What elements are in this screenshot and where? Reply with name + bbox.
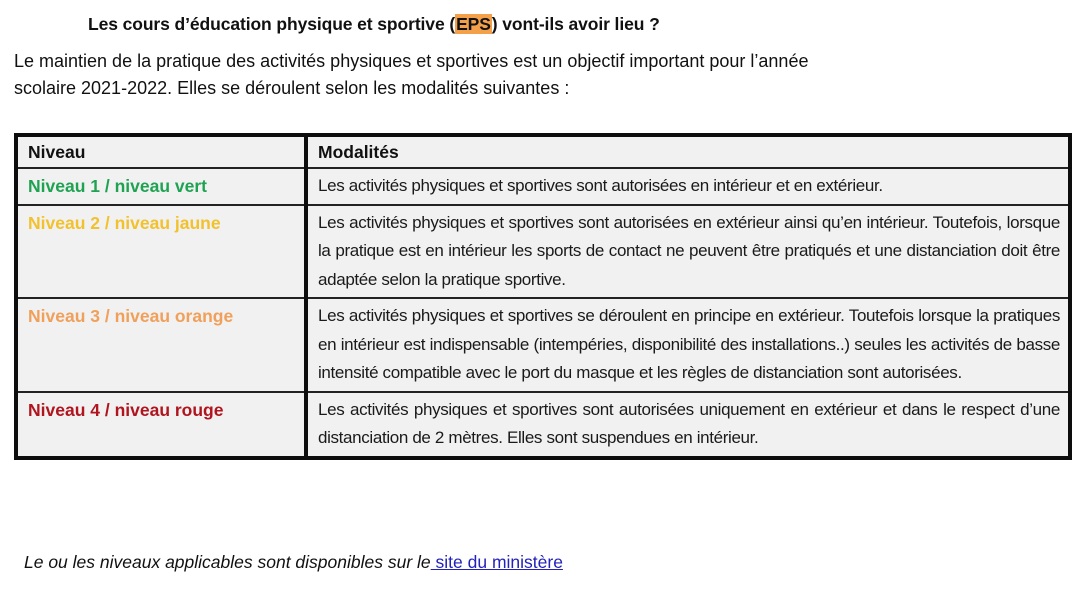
table-row	[16, 205, 1070, 299]
table-row	[16, 168, 1070, 205]
footer-text: Le ou les niveaux applicables sont disponibles sur le	[24, 552, 431, 572]
eps-highlight: EPS	[456, 14, 491, 34]
modalites-cell: Les activités physiques et sportives sont autorisées en intérieur et en extérieur.	[306, 168, 1070, 205]
levels-table	[14, 133, 1072, 460]
level-cell-jaune: Niveau 2 / niveau jaune	[16, 205, 306, 299]
header-modalites: Modalités	[306, 135, 1070, 168]
level-cell-rouge: Niveau 4 / niveau rouge	[16, 392, 306, 458]
level-cell-vert: Niveau 1 / niveau vert	[16, 168, 306, 205]
title-text-before: Les cours d’éducation physique et sportive (	[88, 14, 456, 34]
level-cell-orange: Niveau 3 / niveau orange	[16, 298, 306, 392]
table-row	[16, 298, 1070, 392]
header-niveau: Niveau	[16, 135, 306, 168]
footer-note	[24, 552, 563, 573]
intro-paragraph	[14, 48, 1064, 102]
modalites-cell: Les activités physiques et sportives sont autorisées uniquement en extérieur et dans le respect d’une distanciation de 2 mètres. Elles sont suspendues en intérieur.	[306, 392, 1070, 458]
page-title	[88, 14, 660, 35]
intro-line-1: Le maintien de la pratique des activités physiques et sportives est un objectif important pour l’année	[14, 51, 809, 71]
modalites-cell: Les activités physiques et sportives sont autorisées en extérieur ainsi qu’en intérieur. Toutefois, lorsque la pratique est en intérieur les sports de contact ne peuvent être pratiqués et une distanciation doit être adaptée selon la pratique sportive.	[306, 205, 1070, 299]
ministere-link[interactable]: site du ministère	[430, 552, 563, 572]
table-header-row	[16, 135, 1070, 168]
modalites-cell: Les activités physiques et sportives se déroulent en principe en extérieur. Toutefois lorsque la pratiques en intérieur est indispensable (intempéries, disponibilité des installations..) seules les activités de basse intensité compatible avec le port du masque et les règles de distanciation sont autorisées.	[306, 298, 1070, 392]
title-text-after: ) vont-ils avoir lieu ?	[491, 14, 660, 34]
intro-line-2: scolaire 2021-2022. Elles se déroulent selon les modalités suivantes :	[14, 78, 570, 98]
table-row	[16, 392, 1070, 458]
